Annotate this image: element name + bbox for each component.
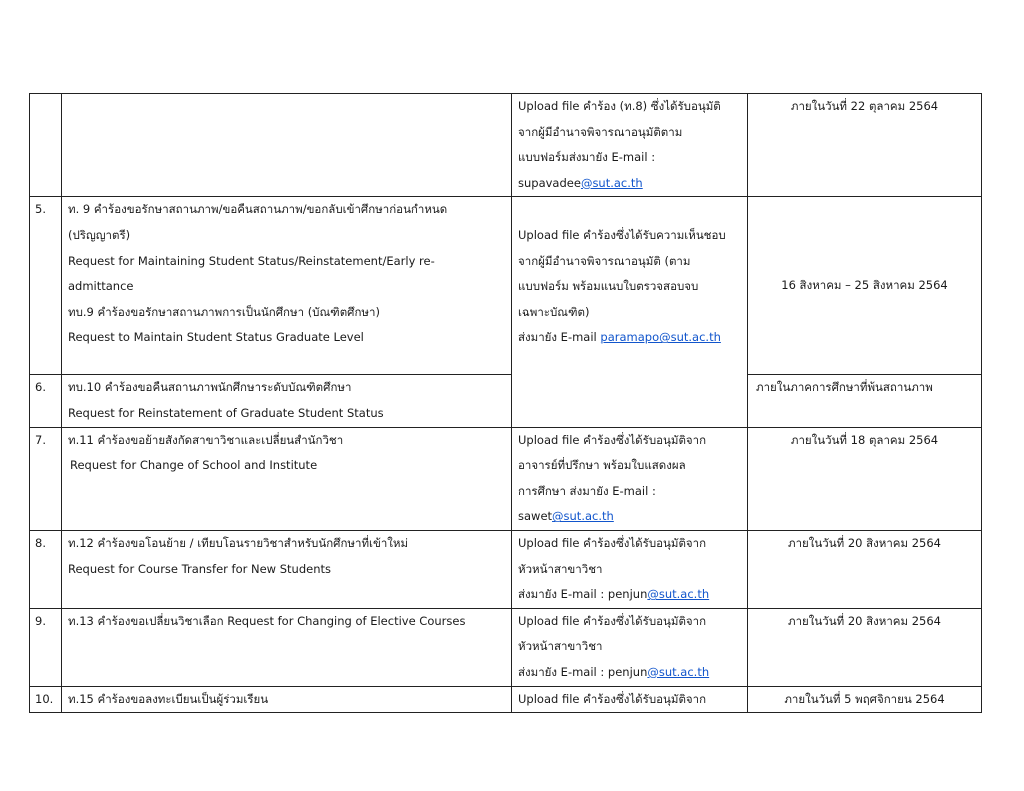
email-link[interactable]: @sut.ac.th <box>647 664 710 679</box>
requests-table <box>29 93 982 713</box>
row-number: 9. <box>30 608 62 686</box>
row-date: ภายในวันที่ 22 ตุลาคม 2564 <box>748 94 982 197</box>
row-description: ท. 9 คำร้องขอรักษาสถานภาพ/ขอคืนสถานภาพ/ขอกลับเข้าศึกษาก่อนกำหนด (ปริญญาตรี) Request for Maintaining Student Status/Reinstatement/Early re- admittance ทบ.9 คำร้องขอรักษาสถานภาพการเป็นนักศึกษา (บัณฑิตศึกษา) Request to Maintain Student Status Graduate Level <box>62 197 512 375</box>
row-number: 10. <box>30 686 62 713</box>
row-date: ภายในวันที่ 5 พฤศจิกายน 2564 <box>748 686 982 713</box>
table-row <box>30 94 982 197</box>
table-row <box>30 375 982 427</box>
row-description: ท.11 คำร้องขอย้ายสังกัดสาขาวิชาและเปลี่ยนสำนักวิชา Request for Change of School and Institute <box>62 427 512 530</box>
row-date: ภายในภาคการศึกษาที่พ้นสถานภาพ <box>748 375 982 427</box>
table-row <box>30 427 982 530</box>
row-number: 8. <box>30 530 62 608</box>
table-row <box>30 686 982 713</box>
email-link[interactable]: @sut.ac.th <box>552 509 614 524</box>
row-method: Upload file คำร้องซึ่งได้รับความเห็นชอบ จากผู้มีอำนาจพิจารณาอนุมัติ (ตาม แบบฟอร์ม พร้อมแนบใบตรวจสอบจบ เฉพาะบัณฑิต) ส่งมายัง E-mail paramapo@sut.ac.th <box>512 197 748 427</box>
row-date: ภายในวันที่ 18 ตุลาคม 2564 <box>748 427 982 530</box>
table-row <box>30 608 982 686</box>
row-number: 7. <box>30 427 62 530</box>
email-link[interactable]: @sut.ac.th <box>580 175 643 190</box>
row-method: Upload file คำร้องซึ่งได้รับอนุมัติจาก อาจารย์ที่ปรึกษา พร้อมใบแสดงผล การศึกษา ส่งมายัง E-mail : sawet@sut.ac.th <box>512 427 748 530</box>
table-row <box>30 530 982 608</box>
row-method: Upload file คำร้อง (ท.8) ซึ่งได้รับอนุมัติ จากผู้มีอำนาจพิจารณาอนุมัติตาม แบบฟอร์มส่งมายัง E-mail : supavadee@sut.ac.th <box>512 94 748 197</box>
row-description: ท.12 คำร้องขอโอนย้าย / เทียบโอนรายวิชาสำหรับนักศึกษาที่เข้าใหม่ Request for Course Transfer for New Students <box>62 530 512 608</box>
row-date: 16 สิงหาคม – 25 สิงหาคม 2564 <box>748 197 982 375</box>
row-method: Upload file คำร้องซึ่งได้รับอนุมัติจาก หัวหน้าสาขาวิชา ส่งมายัง E-mail : penjun@sut.ac.th <box>512 530 748 608</box>
row-method: Upload file คำร้องซึ่งได้รับอนุมัติจาก <box>512 686 748 713</box>
row-number: 6. <box>30 375 62 427</box>
row-description: ทบ.10 คำร้องขอคืนสถานภาพนักศึกษาระดับบัณฑิตศึกษา Request for Reinstatement of Graduate Student Status <box>62 375 512 427</box>
row-number <box>30 94 62 197</box>
row-description <box>62 94 512 197</box>
row-description: ท.15 คำร้องขอลงทะเบียนเป็นผู้ร่วมเรียน <box>62 686 512 713</box>
row-date: ภายในวันที่ 20 สิงหาคม 2564 <box>748 608 982 686</box>
email-link[interactable]: paramapo@sut.ac.th <box>600 330 721 345</box>
table-row <box>30 197 982 375</box>
row-date: ภายในวันที่ 20 สิงหาคม 2564 <box>748 530 982 608</box>
row-description: ท.13 คำร้องขอเปลี่ยนวิชาเลือก Request for Changing of Elective Courses <box>62 608 512 686</box>
email-link[interactable]: @sut.ac.th <box>647 587 710 602</box>
row-number: 5. <box>30 197 62 375</box>
row-method: Upload file คำร้องซึ่งได้รับอนุมัติจาก หัวหน้าสาขาวิชา ส่งมายัง E-mail : penjun@sut.ac.th <box>512 608 748 686</box>
